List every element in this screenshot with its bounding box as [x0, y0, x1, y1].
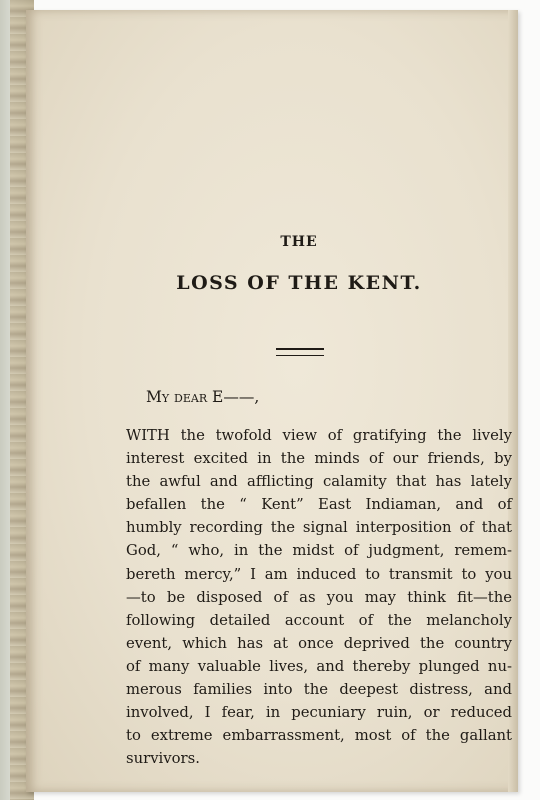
text-line: befallen the “ Kent” East Indiaman, and of	[126, 496, 512, 514]
text-line: bereth mercy,” I am induced to transmit to you	[126, 565, 512, 583]
text-line: interest excited in the minds of our friends, by	[126, 450, 512, 468]
text-line: the awful and afflicting calamity that has lately	[126, 473, 512, 491]
text-line: humbly recording the signal interposition of that	[126, 519, 512, 537]
text-line: to extreme embarrassment, most of the gallant	[126, 727, 512, 745]
body-paragraph	[126, 424, 512, 770]
text-line: —to be disposed of as you may think fit—the	[126, 588, 512, 606]
text-line: following detailed account of the melancholy	[126, 611, 512, 629]
title-rule	[276, 348, 324, 356]
heading-the: THE	[280, 234, 318, 250]
text-line: event, which has at once deprived the country	[126, 634, 512, 652]
salutation	[146, 388, 259, 406]
text-line: God, “ who, in the midst of judgment, remem-	[126, 542, 512, 560]
book-page	[26, 10, 518, 792]
page-title: LOSS OF THE KENT.	[176, 272, 422, 294]
text-line: of many valuable lives, and thereby plunged nu-	[126, 657, 512, 675]
salutation-text: My dear E——,	[146, 388, 260, 406]
text-line: WITH the twofold view of gratifying the lively	[126, 427, 512, 444]
text-line: merous families into the deepest distress, and	[126, 681, 512, 699]
text-line: involved, I fear, in pecuniary ruin, or reduced	[126, 704, 512, 722]
text-line: survivors.	[126, 750, 200, 768]
